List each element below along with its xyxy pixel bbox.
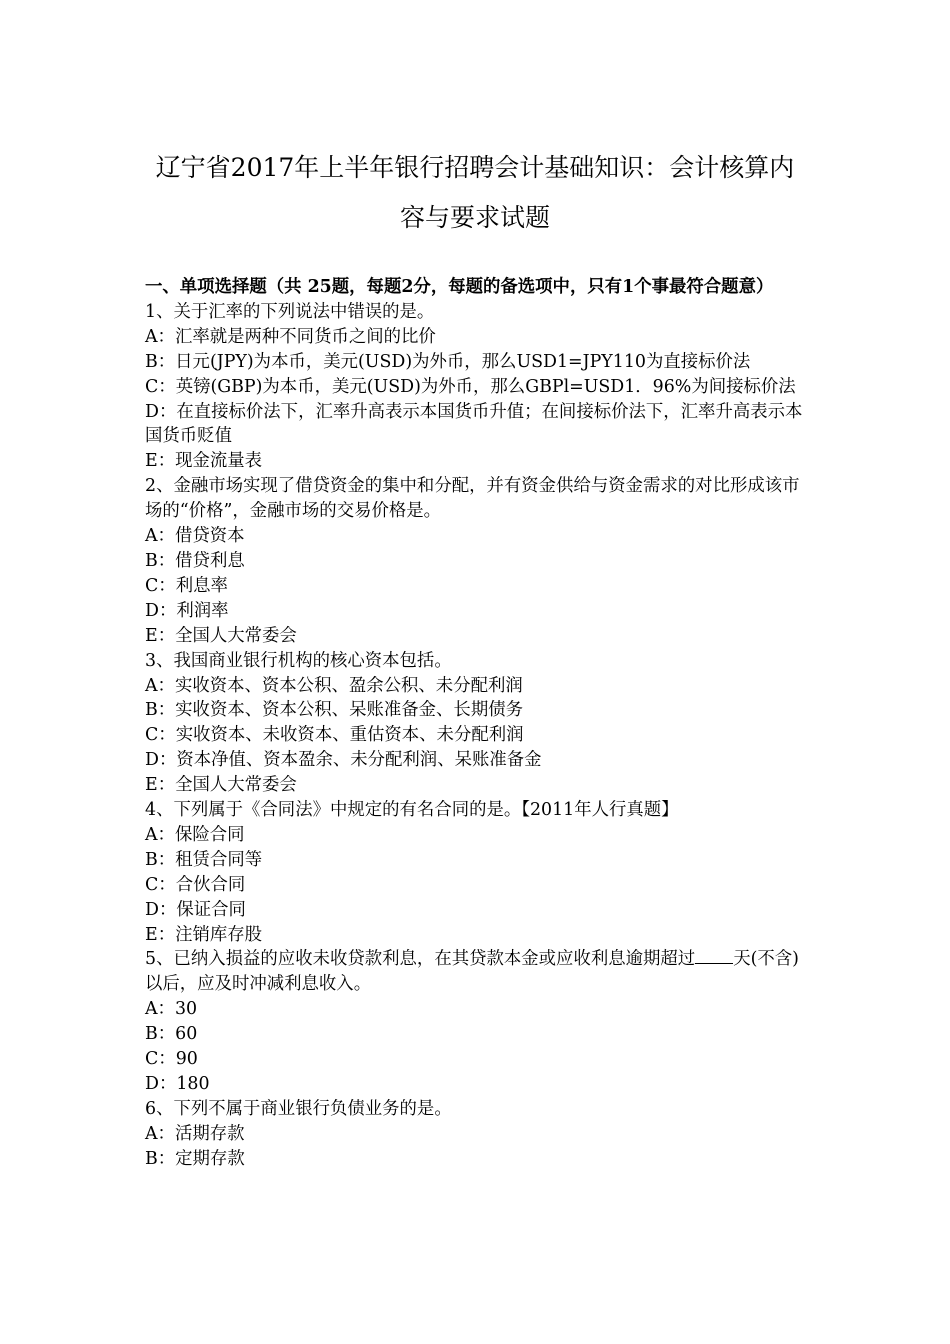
document-body [145, 275, 810, 1172]
option: A：借贷资本 [145, 526, 245, 547]
question-4 [145, 798, 810, 947]
option: B：租赁合同等 [145, 849, 263, 870]
option: B：日元(JPY)为本币，美元(USD)为外币，那么USD1=JPY110为直接标价法 [145, 351, 751, 372]
option: B：实收资本、资本公积、呆账准备金、长期债务 [145, 700, 523, 721]
option: C：实收资本、未收资本、重估资本、未分配利润 [145, 725, 524, 746]
option: E：全国人大常委会 [145, 625, 297, 646]
question-stem: 6、下列不属于商业银行负债业务的是。 [145, 1098, 452, 1119]
title-line-2: 容与要求试题 [399, 203, 550, 232]
option: A：汇率就是两种不同货币之间的比价 [145, 326, 436, 347]
option: B：借贷利息 [145, 550, 245, 571]
question-stem [145, 947, 810, 997]
question-6 [145, 1097, 810, 1172]
option: C：90 [145, 1049, 198, 1070]
question-stem: 3、我国商业银行机构的核心资本包括。 [145, 650, 452, 671]
question-stem-part: 天(不含)以后，应及时冲减利息收入。 [145, 949, 799, 995]
title-line-1: 辽宁省2017年上半年银行招聘会计基础知识：会计核算内 [155, 153, 795, 182]
option: D：保证合同 [145, 899, 246, 920]
document-title [130, 153, 820, 233]
option: D：180 [145, 1074, 210, 1094]
question-stem: 2、金融市场实现了借贷资金的集中和分配，并有资金供给与资金需求的对比形成该市场的“价格”，金融市场的交易价格是。 [145, 476, 800, 522]
option: C：合伙合同 [145, 874, 246, 895]
question-2 [145, 474, 810, 648]
fill-in-blank [695, 947, 733, 964]
question-stem: 1、关于汇率的下列说法中错误的是。 [145, 301, 435, 322]
option: E：注销库存股 [145, 924, 263, 945]
option: A：实收资本、资本公积、盈余公积、未分配利润 [145, 675, 523, 696]
question-3 [145, 649, 810, 798]
option: D：利润率 [145, 600, 229, 621]
option: D：在直接标价法下，汇率升高表示本国货币升值；在间接标价法下，汇率升高表示本国货币贬值 [145, 401, 803, 447]
question-stem-part: 5、已纳入损益的应收未收贷款利息，在其贷款本金或应收利息逾期超过 [145, 949, 696, 970]
question-stem: 4、下列属于《合同法》中规定的有名合同的是。【2011年人行真题】 [145, 800, 679, 821]
section-header: 一、单项选择题（共 25题，每题2分，每题的备选项中，只有1个事最符合题意） [145, 277, 774, 297]
option: A：保险合同 [145, 824, 245, 845]
option: A：活期存款 [145, 1123, 245, 1144]
question-1 [145, 300, 810, 474]
option: D：资本净值、资本盈余、未分配利润、呆账准备金 [145, 750, 542, 771]
option: B：60 [145, 1024, 198, 1045]
option: C：英镑(GBP)为本币，美元(USD)为外币，那么GBPl=USD1．96%为间接标价法 [145, 376, 796, 397]
option: A：30 [145, 999, 198, 1020]
question-5 [145, 947, 810, 1096]
option: C：利息率 [145, 575, 228, 596]
option: E：现金流量表 [145, 451, 263, 472]
option: B：定期存款 [145, 1148, 245, 1169]
option: E：全国人大常委会 [145, 775, 297, 796]
